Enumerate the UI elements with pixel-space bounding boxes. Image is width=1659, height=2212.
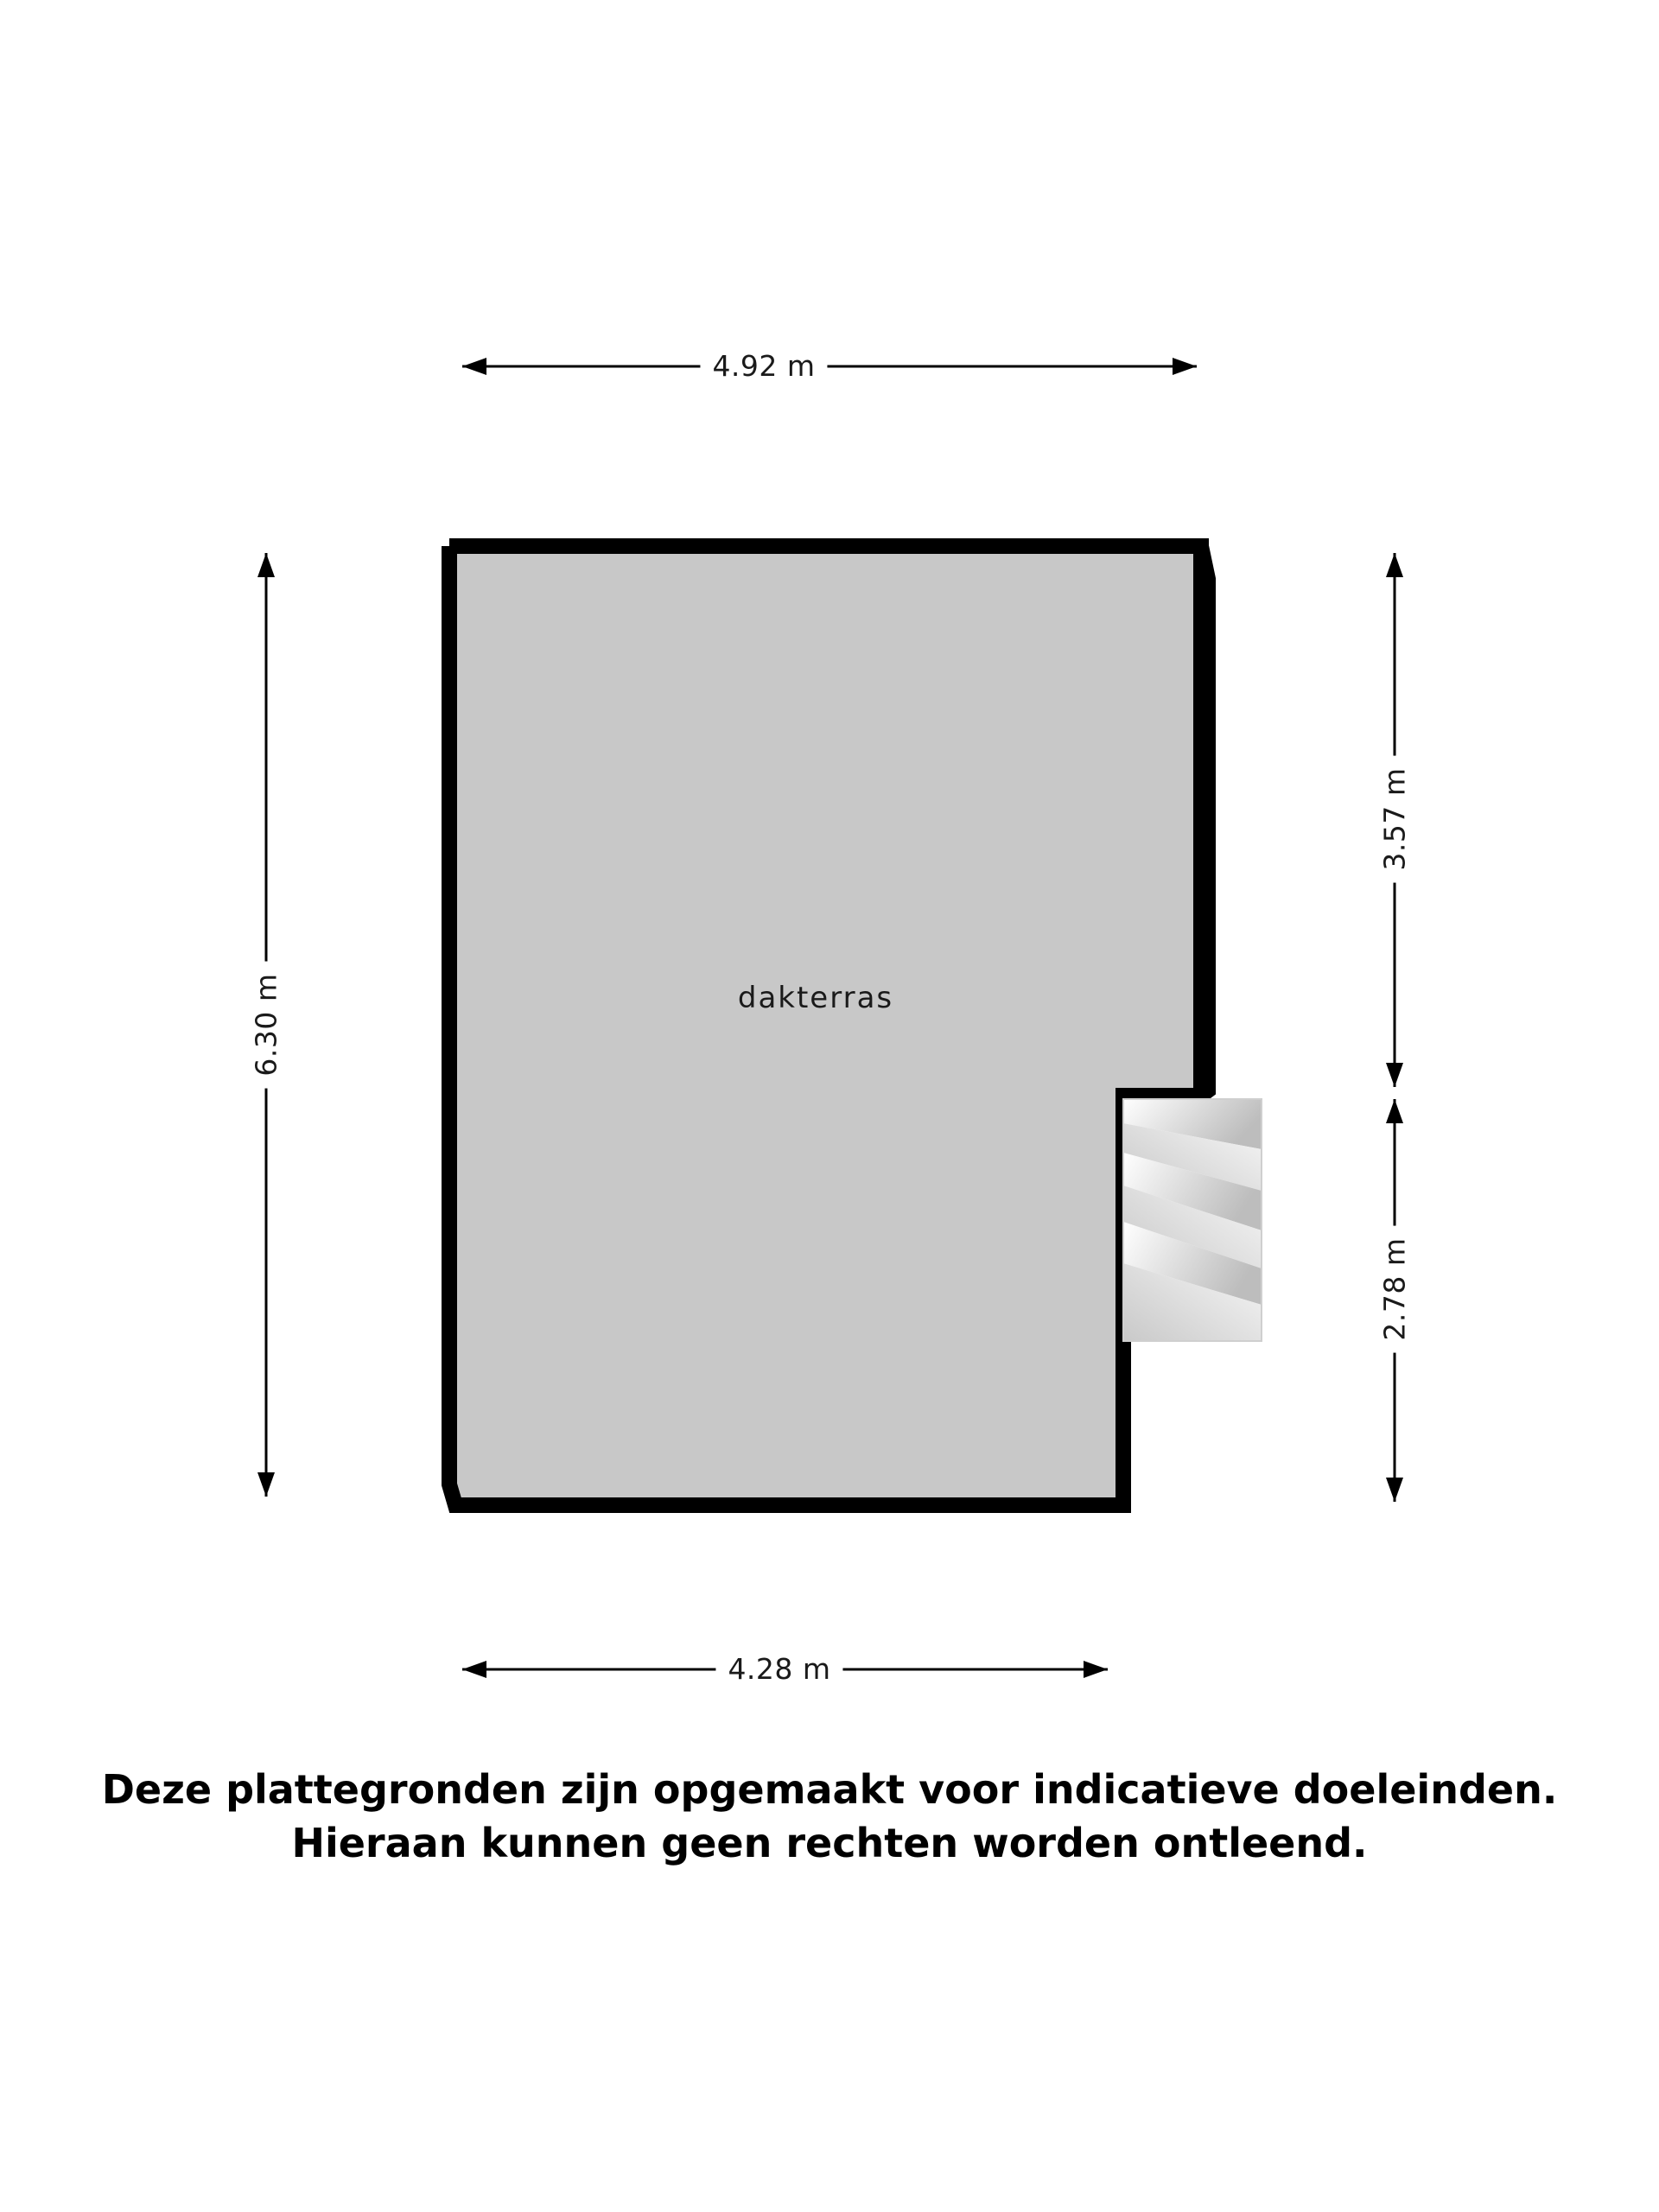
- staircase: [1123, 1099, 1262, 1341]
- dimension-label-top: 4.92 m: [700, 349, 827, 383]
- dimension-label-bottom: 4.28 m: [715, 1652, 842, 1686]
- wall-right-slant: [1201, 546, 1208, 1096]
- dimension-line-top: [462, 358, 1197, 375]
- dimension-label-left: 6.30 m: [250, 961, 283, 1088]
- disclaimer: [0, 1763, 1659, 1870]
- disclaimer-line-1: Deze plattegronden zijn opgemaakt voor indicatieve doeleinden.: [101, 1766, 1558, 1813]
- disclaimer-line-2: Hieraan kunnen geen rechten worden ontleend.: [291, 1820, 1368, 1867]
- room-area-dakterras: [449, 546, 1201, 1510]
- dimension-label-right-lower: 2.78 m: [1378, 1225, 1412, 1352]
- dimension-label-right-upper: 3.57 m: [1378, 755, 1412, 882]
- room-label-dakterras: dakterras: [737, 981, 894, 1015]
